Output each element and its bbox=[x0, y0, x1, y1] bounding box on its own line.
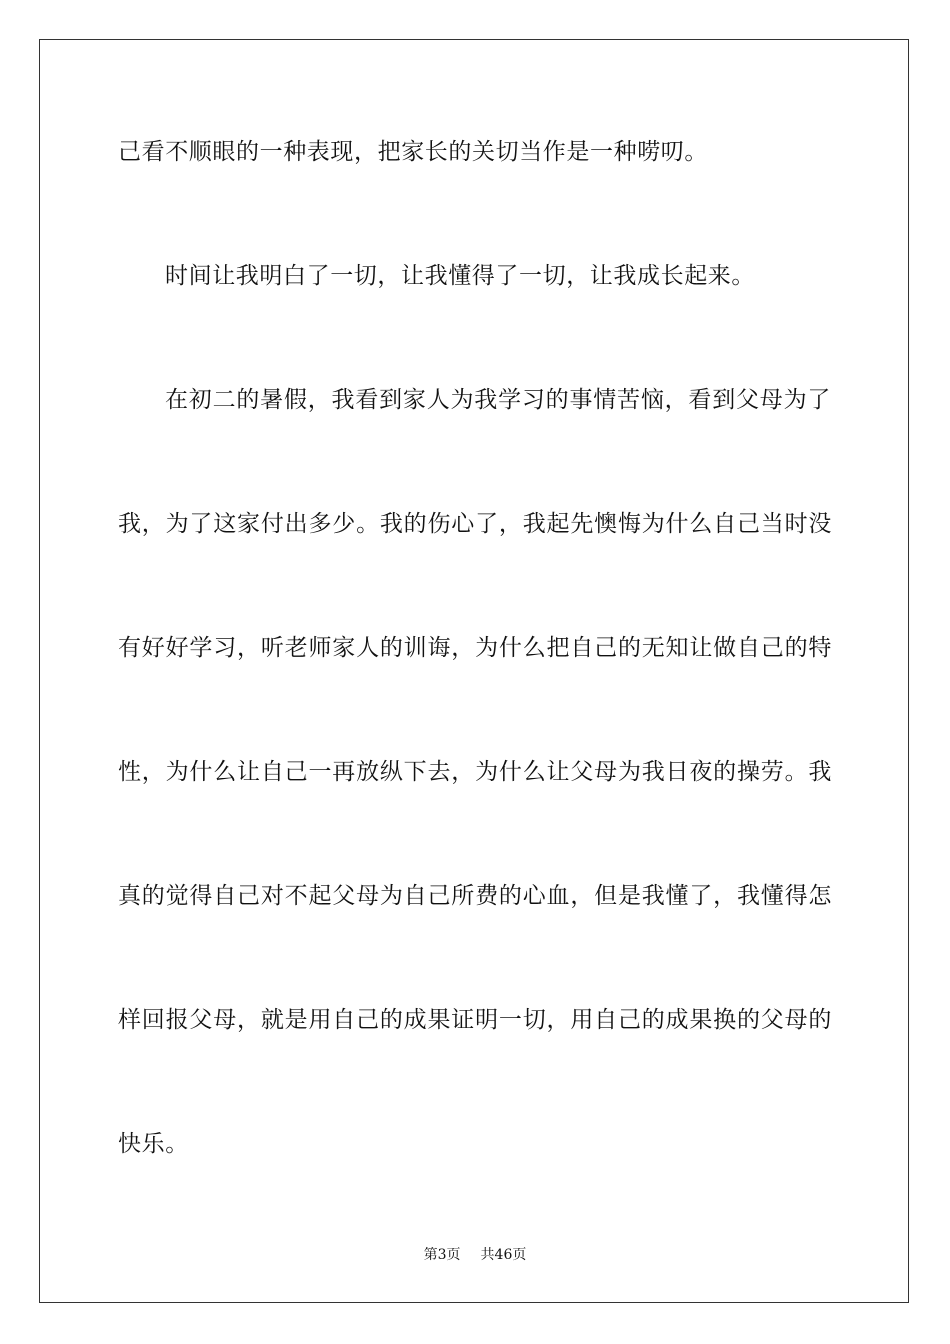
text-line-6: 性，为什么让自己一再放纵下去，为什么让父母为我日夜的操劳。我 bbox=[118, 759, 832, 785]
text-line-9: 快乐。 bbox=[118, 1131, 189, 1157]
text-line-7: 真的觉得自己对不起父母为自己所费的心血，但是我懂了，我懂得怎 bbox=[118, 883, 832, 909]
text-line-3: 在初二的暑假，我看到家人为我学习的事情苦恼，看到父母为了 bbox=[165, 387, 831, 413]
page-footer bbox=[0, 1244, 950, 1264]
text-line-2: 时间让我明白了一切，让我懂得了一切，让我成长起来。 bbox=[165, 263, 755, 289]
total-pages: 共46页 bbox=[480, 1247, 527, 1263]
page-number: 第3页 bbox=[423, 1247, 461, 1263]
text-line-5: 有好好学习，听老师家人的训诲，为什么把自己的无知让做自己的特 bbox=[118, 635, 832, 661]
page-border bbox=[39, 39, 909, 1303]
text-line-4: 我，为了这家付出多少。我的伤心了，我起先懊悔为什么自己当时没 bbox=[118, 511, 832, 537]
text-line-1: 己看不顺眼的一种表现，把家长的关切当作是一种唠叨。 bbox=[118, 139, 708, 165]
text-line-8: 样回报父母，就是用自己的成果证明一切，用自己的成果换的父母的 bbox=[118, 1007, 832, 1033]
